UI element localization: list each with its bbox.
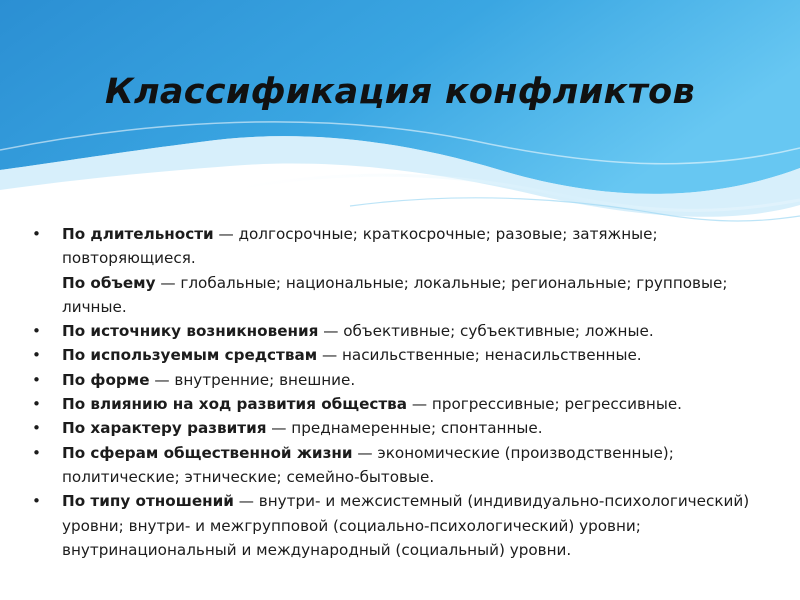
bullet: • [32, 346, 41, 365]
item-text: — преднамеренные; спонтанные. [266, 419, 543, 438]
list-item [32, 343, 784, 367]
item-term: По длительности [62, 225, 214, 243]
list-item [32, 368, 784, 392]
item-text: — глобальные; национальные; локальные; региональные; групповые; личные. [62, 273, 728, 316]
item-term: По источнику возникновения [62, 322, 319, 341]
list-item [32, 489, 784, 562]
item-term: По объему [62, 273, 156, 292]
bullet: • [32, 395, 41, 414]
bullet: • [32, 492, 41, 511]
list-item [32, 392, 784, 416]
slide-title: Классификация конфликтов [105, 72, 695, 112]
item-text: — насильственные; ненасильственные. [317, 346, 642, 365]
bullet: • [32, 225, 41, 243]
item-text: — прогрессивные; регрессивные. [407, 395, 683, 414]
list-item [32, 416, 784, 440]
classification-list [32, 222, 784, 562]
item-text: — внутренние; внешние. [149, 370, 356, 389]
item-term: По форме [62, 370, 150, 389]
bullet: • [32, 443, 41, 462]
item-text: — внутри- и межсистемный (индивидуально-психологический) уровни; внутри- и межгрупповой (социально-психологический) уровни; внутринациональный и международный (социальный) уровни. [62, 492, 750, 559]
item-term: По характеру развития [62, 419, 267, 438]
list-item [32, 271, 784, 320]
item-term: По типу отношений [62, 492, 234, 511]
bullet: • [32, 322, 41, 341]
item-term: По сферам общественной жизни [62, 443, 353, 462]
item-text: — долгосрочные; краткосрочные; разовые; затяжные; повторяющиеся. [62, 225, 658, 268]
item-text: — объективные; субъективные; ложные. [318, 322, 654, 341]
item-term: По влиянию на ход развития общества [62, 395, 408, 414]
bullet: • [32, 419, 41, 438]
list-item [32, 441, 784, 490]
list-item [32, 319, 784, 343]
bullet: • [32, 370, 41, 389]
list-item [32, 222, 784, 271]
item-text: — экономические (производственные); политические; этнические; семейно-бытовые. [62, 443, 674, 486]
item-term: По используемым средствам [62, 346, 318, 365]
